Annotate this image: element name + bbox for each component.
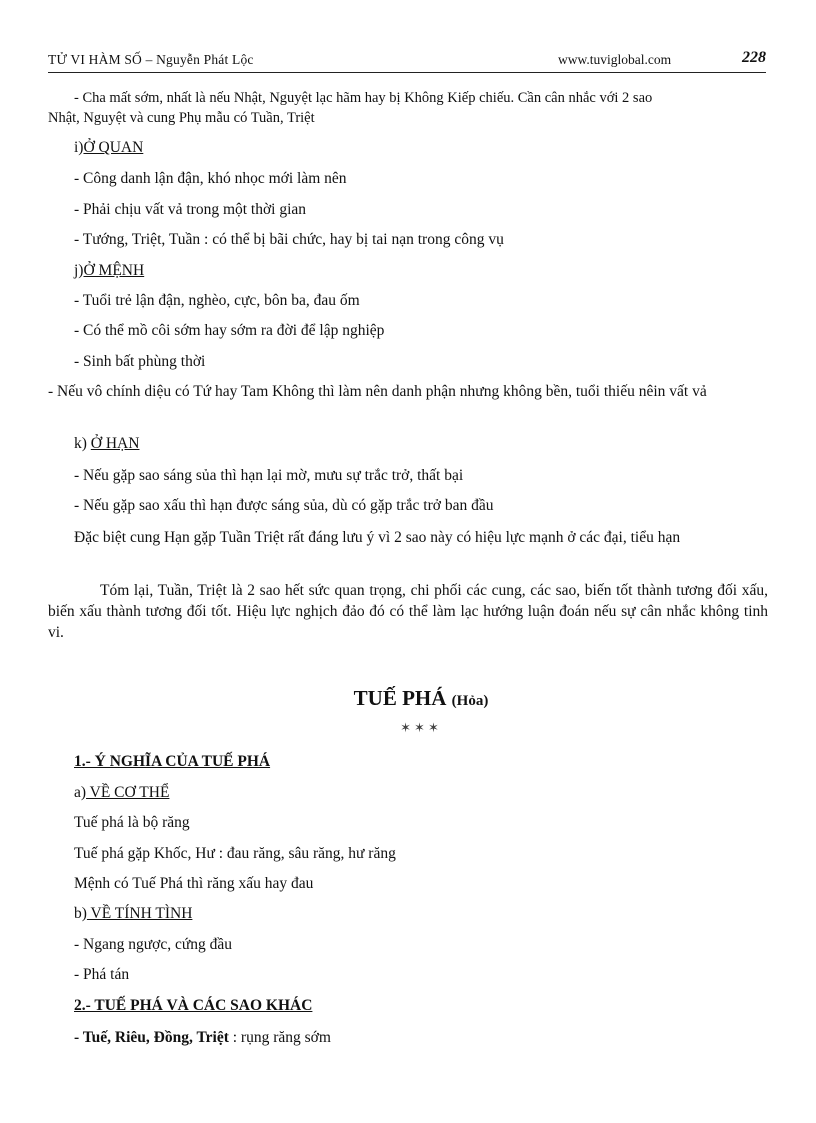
text-line: Mệnh có Tuế Phá thì răng xấu hay đau — [74, 875, 314, 892]
subheading-co-the — [74, 783, 169, 803]
list-item-bold: - Tuế, Riêu, Đồng, Triệt — [74, 1029, 229, 1046]
list-item — [74, 1028, 331, 1048]
subheading-title: VỀ CƠ THỂ — [86, 784, 170, 801]
paragraph-text: Đặc biệt cung Hạn gặp Tuần Triệt rất đáng lưu ý vì 2 sao này có hiệu lực mạnh ở các đại, tiểu hạn — [74, 529, 681, 546]
title-main: TUẾ PHÁ — [353, 686, 447, 710]
section-title: Ở QUAN — [83, 139, 144, 156]
page-header — [48, 50, 766, 73]
list-item: - Nếu gặp sao sáng sủa thì hạn lại mờ, mưu sự trắc trở, thất bại — [74, 467, 464, 484]
section-title-tue-pha — [74, 688, 768, 711]
list-item: - Phá tán — [74, 966, 130, 983]
title-element: (Hỏa) — [451, 693, 489, 709]
list-item: - Ngang ngược, cứng đầu — [74, 936, 232, 953]
paragraph-text: Tóm lại, Tuần, Triệt là 2 sao hết sức quan trọng, chi phối các cung, các sao, biến tốt thành tương đối xấu, biến xấu thành tương đối tốt. Hiệu lực nghịch đảo đó có thể làm lạc hướng luận đoán nếu sự cân nhắc không tinh vi. — [48, 582, 768, 641]
section-heading-menh — [74, 261, 144, 281]
heading-cac-sao-khac: 2.- TUẾ PHÁ VÀ CÁC SAO KHÁC — [74, 997, 313, 1014]
paragraph-line: Nhật, Nguyệt và cung Phụ mẫu có Tuần, Triệt — [48, 110, 315, 126]
subheading-tinh-tinh — [74, 904, 192, 924]
list-item: - Tuổi trẻ lận đận, nghèo, cực, bôn ba, đau ốm — [74, 292, 360, 309]
section-prefix: k) — [74, 435, 91, 452]
section-heading-quan — [74, 138, 143, 158]
header-website: www.tuviglobal.com — [558, 52, 672, 67]
paragraph-line: - Cha mất sớm, nhất là nếu Nhật, Nguyệt lạc hãm hay bị Không Kiếp chiếu. Cần cân nhắc với 2 sao — [74, 90, 653, 106]
list-item: - Tướng, Triệt, Tuần : có thể bị bãi chức, hay bị tai nạn trong công vụ — [74, 231, 504, 248]
list-item: - Có thể mồ côi sớm hay sớm ra đời để lập nghiệp — [74, 322, 385, 339]
section-prefix: i) — [74, 139, 84, 156]
subheading-title: VỀ TÍNH TÌNH — [86, 905, 193, 922]
section-heading-han — [74, 434, 139, 454]
list-item: - Phải chịu vất vả trong một thời gian — [74, 201, 307, 218]
list-item-text: : rụng răng sớm — [228, 1029, 331, 1046]
text-line: Tuế phá gặp Khốc, Hư : đau răng, sâu răng, hư răng — [74, 845, 396, 862]
summary-paragraph — [48, 580, 768, 643]
section-title: Ở HẠN — [90, 435, 140, 452]
header-title: TỬ VI HÀM SỐ – Nguyễn Phát Lộc — [48, 52, 254, 67]
list-item: - Sinh bất phùng thời — [74, 353, 206, 370]
text-line: Tuế phá là bộ răng — [74, 814, 190, 831]
section-prefix: j) — [74, 262, 84, 279]
heading-y-nghia: 1.- Ý NGHĨA CỦA TUẾ PHÁ — [74, 753, 271, 770]
subheading-prefix: b) — [74, 905, 87, 922]
section-title: Ở MỆNH — [83, 262, 145, 279]
page-number: 228 — [742, 49, 766, 66]
paragraph — [74, 528, 768, 548]
list-item — [48, 382, 768, 402]
subheading-prefix: a) — [74, 784, 87, 801]
list-item: - Nếu gặp sao xấu thì hạn được sáng sủa, dù có gặp trắc trở ban đầu — [74, 497, 494, 514]
list-item: - Công danh lận đận, khó nhọc mới làm nên — [74, 170, 347, 187]
star-divider: ✶✶✶ — [400, 720, 442, 735]
list-item-text: - Nếu vô chính diệu có Tứ hay Tam Không thì làm nên danh phận nhưng không bền, tuổi thiếu nêin vất vả — [48, 383, 707, 400]
